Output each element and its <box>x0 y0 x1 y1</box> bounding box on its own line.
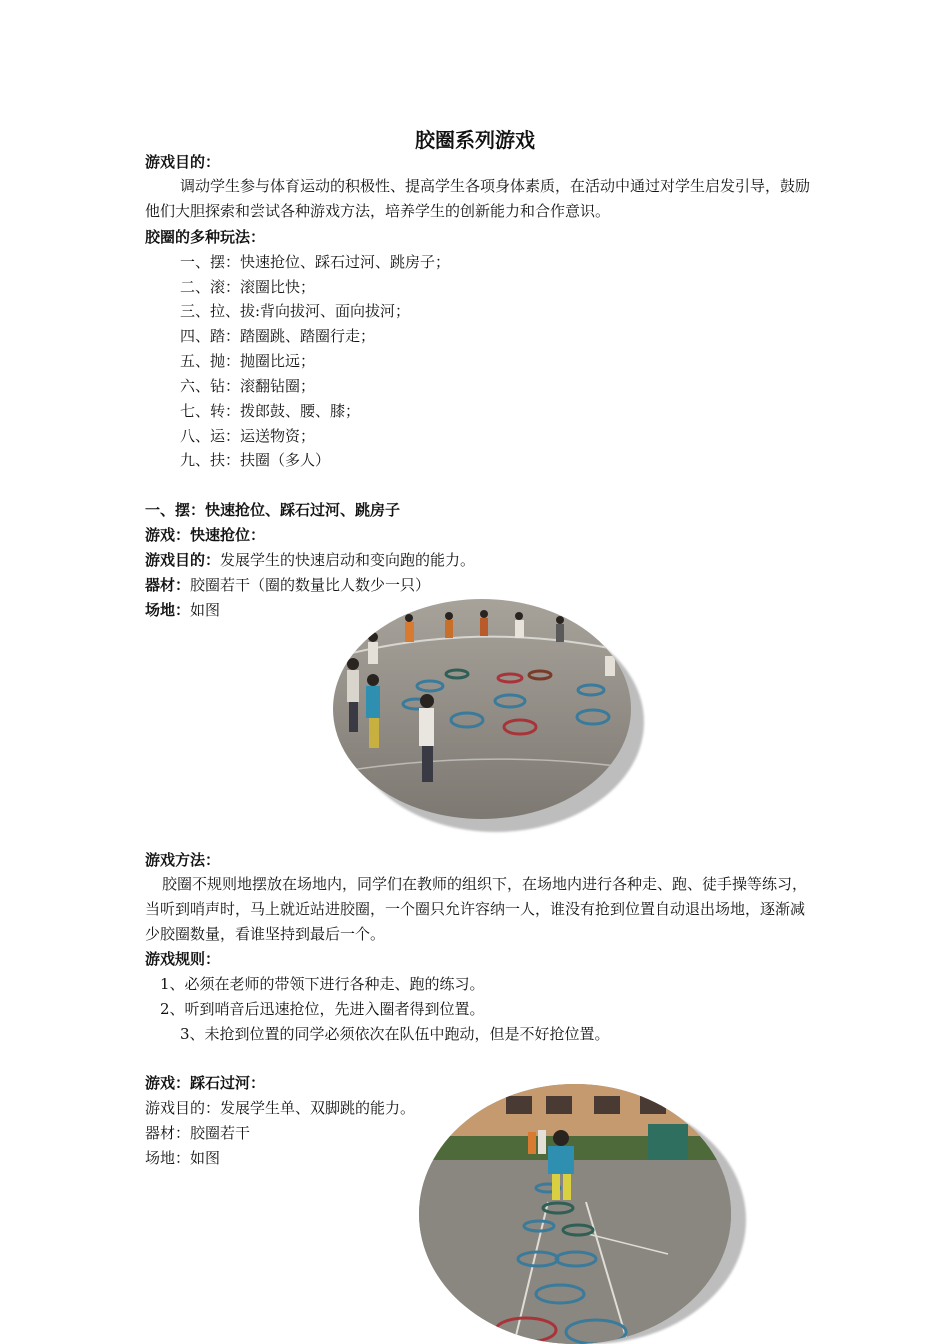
section2-purpose: 游戏目的：发展学生单、双脚跳的能力。 <box>145 1099 416 1117</box>
purpose-label: 游戏目的： <box>145 551 221 569</box>
section2-game-label: 游戏：踩石过河： <box>145 1074 266 1092</box>
purpose-heading: 游戏目的： <box>145 153 221 171</box>
rule-item: 2、听到哨音后迅速抢位，先进入圈者得到位置。 <box>160 1000 485 1018</box>
method-text: 胶圈不规则地摆放在场地内，同学们在教师的组织下，在场地内进行各种走、跑、徒手操等练习，当听到哨声时，马上就近站进胶圈，一个圈只允许容纳一人，谁没有抢到位置自动退出场地，逐渐减少胶圈数量，看谁坚持到最后一个。 <box>145 875 808 943</box>
ways-item: 三、拉、拔:背向拔河、面向拔河； <box>180 302 411 320</box>
ways-item: 二、滚：滚圈比快； <box>180 278 316 296</box>
purpose-text: 调动学生参与体育运动的积极性、提高学生各项身体素质，在活动中通过对学生启发引导，鼓励他们大胆探索和尝试各种游戏方法，培养学生的创新能力和合作意识。 <box>145 177 811 220</box>
rules-heading: 游戏规则： <box>145 950 221 968</box>
section1-venue <box>145 600 220 620</box>
ways-item: 六、钻：滚翻钻圈； <box>180 377 316 395</box>
equipment-label: 器材： <box>145 576 191 594</box>
ways-item: 九、扶：扶圈（多人） <box>180 451 331 469</box>
method-paragraph <box>145 872 810 947</box>
ways-item: 五、抛：抛圈比远； <box>180 352 316 370</box>
purpose-paragraph <box>145 174 810 224</box>
section1-equipment <box>145 575 430 595</box>
ways-item: 八、运：运送物资； <box>180 427 316 445</box>
rule-item: 3、未抢到位置的同学必须依次在队伍中跑动，但是不好抢位置。 <box>180 1025 610 1043</box>
section2-equipment: 器材：胶圈若干 <box>145 1124 251 1142</box>
ways-item: 四、踏：踏圈跳、踏圈行走； <box>180 327 376 345</box>
hoops-running-photo <box>332 598 632 820</box>
section1-game-label: 游戏：快速抢位： <box>145 526 266 544</box>
rule-item: 1、必须在老师的带领下进行各种走、跑的练习。 <box>160 975 485 993</box>
ways-item: 一、摆：快速抢位、踩石过河、跳房子； <box>180 253 451 271</box>
venue-label: 场地： <box>145 601 191 619</box>
ways-item: 七、转：拨郎鼓、腰、膝； <box>180 402 361 420</box>
ways-heading: 胶圈的多种玩法： <box>145 228 266 246</box>
section2-venue: 场地：如图 <box>145 1149 221 1167</box>
hoops-jumping-photo <box>418 1084 732 1344</box>
method-heading: 游戏方法： <box>145 851 221 869</box>
section1-purpose <box>145 550 475 570</box>
venue-value: 如图 <box>190 601 221 619</box>
purpose-value: 发展学生的快速启动和变向跑的能力。 <box>220 551 476 569</box>
document-title: 胶圈系列游戏 <box>415 128 535 152</box>
section1-heading: 一、摆：快速抢位、踩石过河、跳房子 <box>145 501 401 519</box>
equipment-value: 胶圈若干（圈的数量比人数少一只） <box>190 576 431 594</box>
